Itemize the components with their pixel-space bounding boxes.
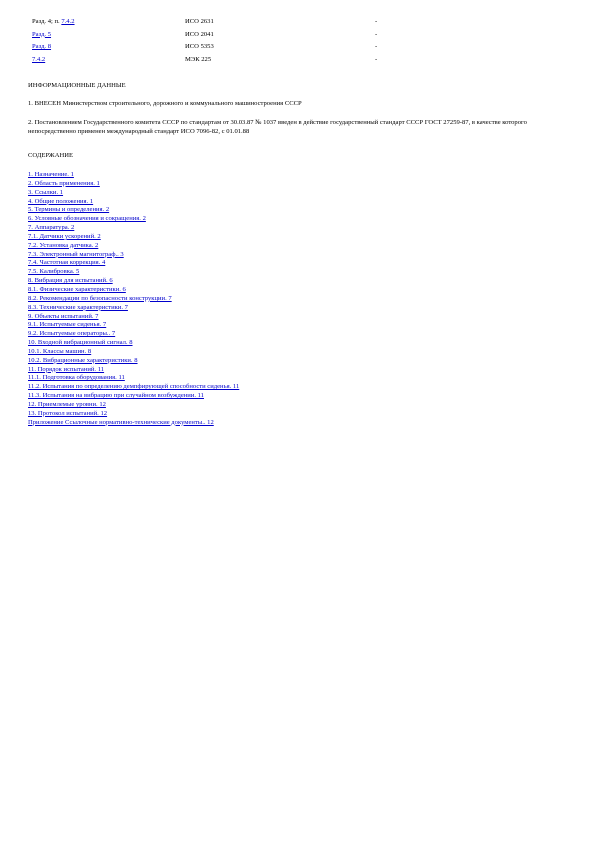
reference-link[interactable]: Разд. 8	[32, 43, 52, 50]
toc-link[interactable]: 9. Объекты испытаний. 7	[28, 312, 99, 320]
table-row	[28, 56, 405, 69]
reference-standard: ИСО 5353	[185, 43, 214, 50]
toc-link[interactable]: 11.3. Испытания на вибрацию при случайном возбуждении. 11	[28, 392, 204, 400]
reference-link[interactable]: 7.4.2	[32, 55, 46, 63]
reference-place	[28, 18, 185, 31]
reference-place-prefix: Разд. 4; п.	[32, 18, 62, 25]
toc-link[interactable]: 11. Порядок испытаний. 11	[28, 365, 105, 373]
table-row	[28, 18, 405, 31]
info-paragraph-1: 1. ВНЕСЕН Министерством строительного, дорожного и коммунального машиностроения СССР	[28, 100, 302, 107]
toc-link[interactable]: 11.1. Подготовка оборудования. 11	[28, 374, 125, 382]
toc-link[interactable]: 8.1. Физические характеристики. 6	[28, 285, 126, 293]
toc-link[interactable]: 13. Протокол испытаний. 12	[28, 409, 108, 417]
info-heading: ИНФОРМАЦИОННЫЕ ДАННЫЕ	[28, 82, 126, 89]
references-table	[28, 18, 405, 68]
toc-link[interactable]: 10. Входной вибрационный сигнал. 8	[28, 339, 133, 347]
toc-link[interactable]: 9.2. Испытуемые операторы.. 7	[28, 330, 116, 338]
toc-link[interactable]: 7.3. Электронный магнитограф.. 3	[28, 250, 124, 258]
toc-link[interactable]: 8.2. Рекомендации по безопасности конструкции. 7	[28, 294, 172, 302]
toc-link[interactable]: 12. Приемлемые уровни. 12	[28, 400, 106, 408]
toc-link[interactable]: 3. Ссылки. 1	[28, 188, 64, 196]
toc-link[interactable]: 7.2. Установка датчика. 2	[28, 241, 99, 249]
toc-link[interactable]: 1. Назначение. 1	[28, 171, 74, 178]
table-of-contents	[28, 171, 239, 427]
toc-link[interactable]: 11.2. Испытания по определению демпфирующей способности сиденья. 11	[28, 383, 240, 391]
reference-standard: ИСО 2041	[185, 30, 214, 38]
reference-place	[28, 56, 185, 69]
toc-link[interactable]: 6. Условные обозначения и сокращения. 2	[28, 215, 146, 223]
table-row	[28, 31, 405, 44]
toc-link[interactable]: Приложение Ссылочные нормативно-технические документы.. 12	[28, 418, 214, 426]
contents-heading: СОДЕРЖАНИЕ	[28, 152, 74, 159]
toc-link[interactable]: 9.1. Испытуемые сиденья. 7	[28, 321, 107, 329]
toc-link[interactable]: 7. Аппаратура. 2	[28, 224, 75, 232]
toc-link[interactable]: 10.2. Вибрационные характеристики. 8	[28, 356, 138, 364]
toc-link[interactable]: 4. Общие положения. 1	[28, 197, 94, 205]
table-row	[28, 43, 405, 56]
reference-mark: -	[375, 30, 378, 38]
toc-link[interactable]: 7.4. Частотная коррекция. 4	[28, 259, 106, 267]
toc-link[interactable]: 8.3. Технические характеристики. 7	[28, 303, 128, 311]
reference-place	[28, 31, 185, 44]
toc-link[interactable]: 10.1. Классы машин. 8	[28, 347, 92, 355]
reference-standard: ИСО 2631	[185, 18, 214, 25]
reference-mark: -	[375, 55, 378, 63]
toc-link[interactable]: 7.5. Калибровка. 5	[28, 268, 80, 276]
reference-link[interactable]: Разд. 5	[32, 30, 52, 38]
reference-standard: МЭК 225	[185, 55, 212, 63]
reference-link[interactable]: 7.4.2	[61, 18, 75, 25]
reference-mark: -	[375, 43, 378, 50]
info-paragraph-2: 2. Постановлением Государственного комитета СССР по стандартам от 30.03.87 № 1037 введен в действие государственный стандарт СССР ГОСТ 27259-87, в качестве которого непосредственно применен международный стандарт ИСО 7096-82, с 01.01.88	[28, 119, 527, 135]
toc-link[interactable]: 5. Термины и определения. 2	[28, 206, 110, 214]
toc-link[interactable]: 7.1. Датчики ускорений. 2	[28, 232, 101, 240]
reference-place	[28, 43, 185, 56]
reference-mark: -	[375, 18, 378, 25]
toc-link[interactable]: 8. Вибрация для испытаний. 6	[28, 277, 113, 285]
toc-link[interactable]: 2. Область применения. 1	[28, 179, 100, 187]
